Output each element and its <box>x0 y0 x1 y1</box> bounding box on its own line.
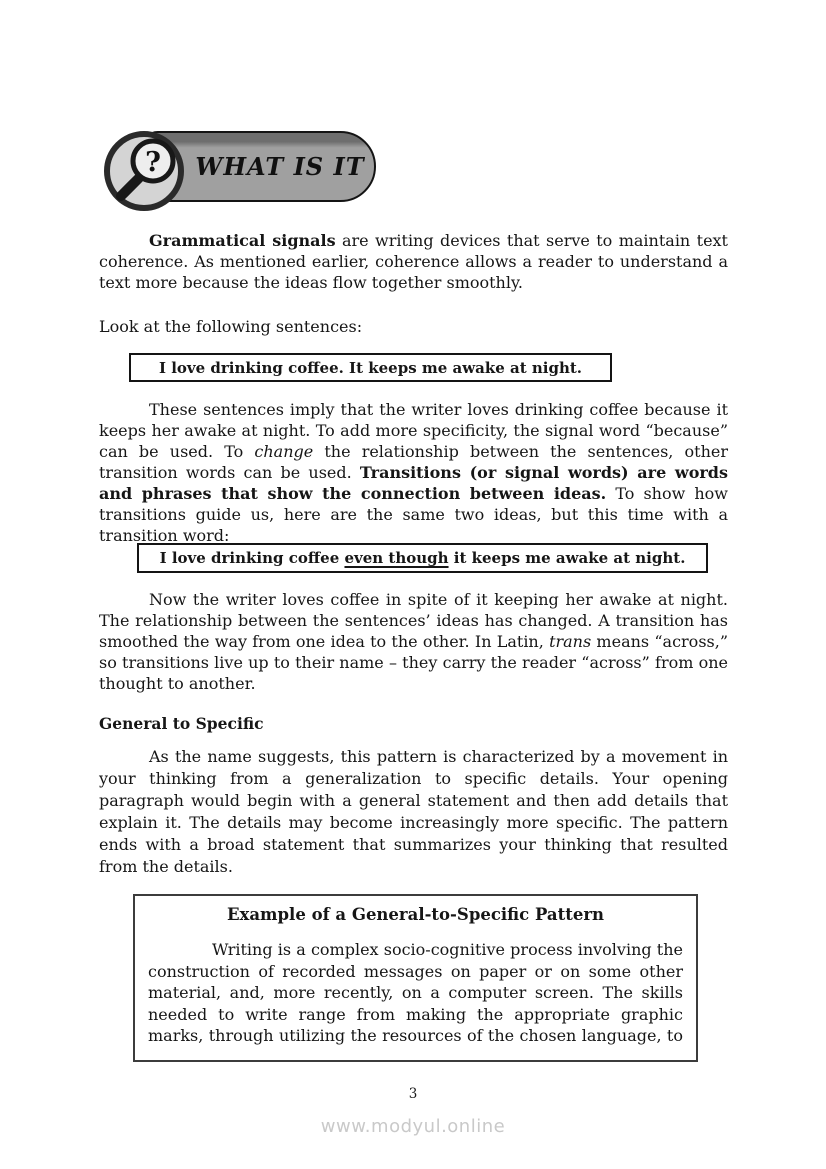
magnifier-glyph <box>110 137 178 205</box>
transitions-run-1: These sentences imply that the writer loves drinking coffee because it keeps her awake at night. To add more specificity, the signal word “because” can be used. To <box>99 400 728 461</box>
look-line: Look at the following sentences: <box>99 317 363 336</box>
intro-paragraph <box>99 230 728 293</box>
trans-latin-run-1: Now the writer loves coffee in spite of it keeping her awake at night. The relationship between the sentences’ ideas has changed. A transition has smoothed the way from one idea to the other. In Latin, <box>99 590 728 651</box>
example-sentence-2-run-2: it keeps me awake at night. <box>448 549 686 567</box>
transitions-italic-change: change <box>254 442 314 461</box>
example-sentence-box-2 <box>137 543 708 573</box>
magnifying-glass-question-icon <box>104 131 184 211</box>
trans-latin-paragraph <box>99 589 728 694</box>
transitions-run-3: To show how transitions guide us, here are the same two ideas, but this time with a transition word: <box>99 484 728 545</box>
transitions-paragraph <box>99 399 728 546</box>
example-pattern-box <box>133 894 698 1062</box>
badge-title: WHAT IS IT <box>195 152 365 181</box>
intro-lead-bold: Grammatical signals <box>149 231 336 250</box>
page-number: 3 <box>408 1086 418 1102</box>
general-to-specific-paragraph: As the name suggests, this pattern is characterized by a movement in your thinking from a generalization to specific details. Your opening paragraph would begin with a general statement and then add details that explain it. The details may become increasingly more specific. The pattern ends with a broad statement that summarizes your thinking that resulted from the details. <box>99 747 728 876</box>
trans-latin-italic: trans <box>549 632 592 651</box>
transitions-definition-bold: Transitions (or signal words) are words and phrases that show the connection between ideas. <box>99 463 728 503</box>
trans-latin-run-2: means “across,” so transitions live up to their name – they carry the reader “across” from one thought to another. <box>99 632 729 693</box>
watermark-text: www.modyul.online <box>320 1116 506 1137</box>
example-sentence-2-run-1: I love drinking coffee <box>159 549 345 567</box>
what-is-it-badge <box>104 127 379 213</box>
transitions-run-2: the relationship between the sentences, other transition words can be used. <box>99 442 729 482</box>
example-pattern-body: Writing is a complex socio-cognitive process involving the construction of recorded messages on paper or on some other material, and, more recently, on a computer screen. The skills needed to write range from making the appropriate graphic marks, through utilizing the resources of the chosen language, to <box>148 940 683 1045</box>
intro-rest: are writing devices that serve to maintain text coherence. As mentioned earlier, coherence allows a reader to understand a text more because the ideas flow together smoothly. <box>99 231 728 292</box>
example-sentence-2-underlined-signal: even though <box>344 549 449 567</box>
example-sentence-2-text <box>160 549 686 567</box>
example-pattern-title: Example of a General-to-Specific Pattern <box>226 905 605 924</box>
question-mark-glyph: ? <box>145 147 161 178</box>
example-sentence-1-text: I love drinking coffee. It keeps me awake at night. <box>158 358 583 377</box>
section-heading-general-to-specific: General to Specific <box>99 714 264 733</box>
example-sentence-box-1 <box>129 353 612 382</box>
